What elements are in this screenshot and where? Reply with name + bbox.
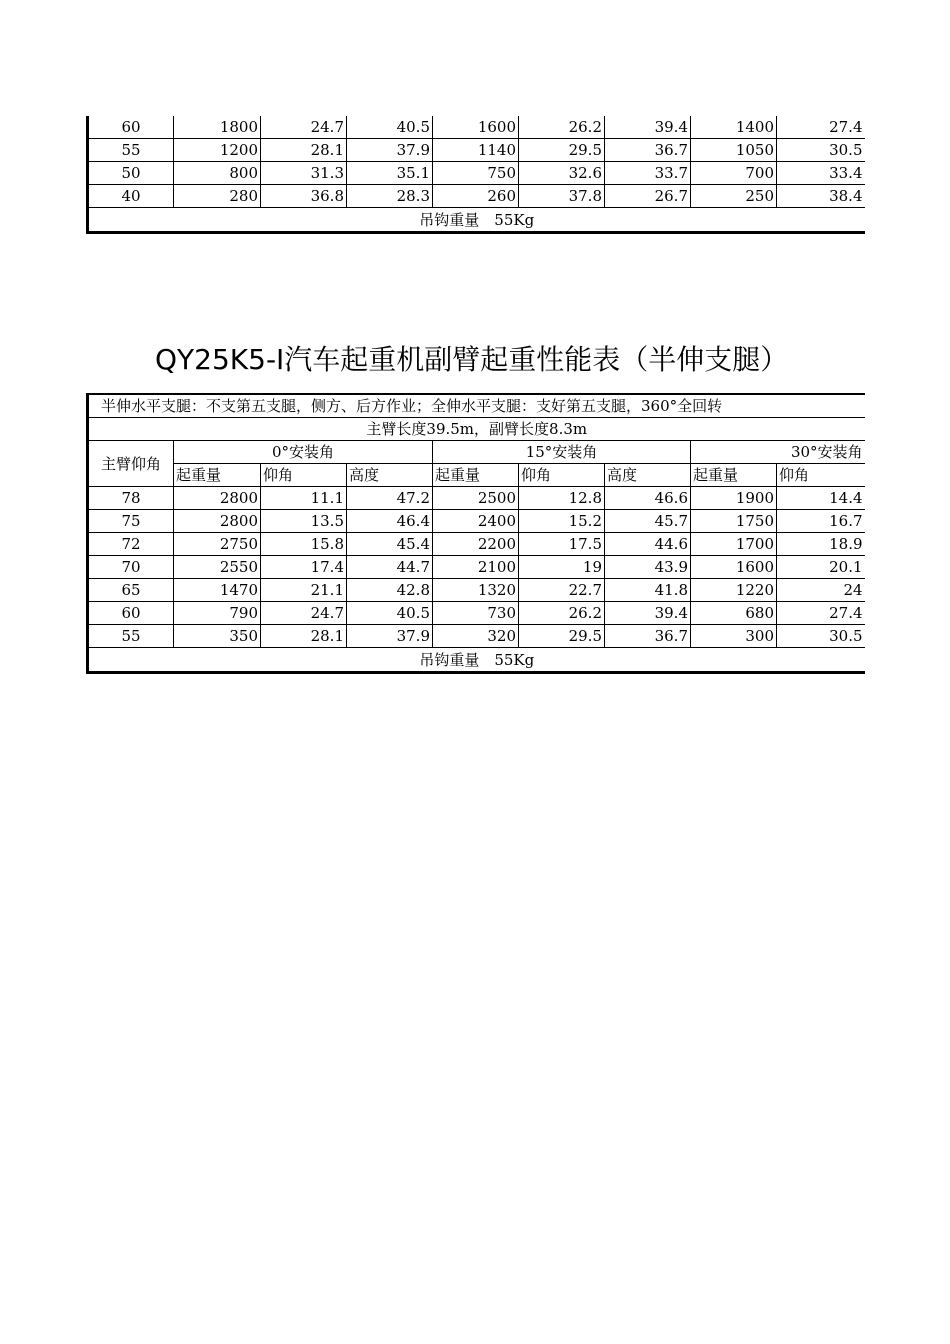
table-cell: 350 bbox=[174, 625, 261, 648]
table-cell: 36.7 bbox=[605, 139, 691, 162]
table-cell: 13.5 bbox=[261, 510, 347, 533]
table-cell: 750 bbox=[433, 162, 519, 185]
table-cell: 2800 bbox=[174, 510, 261, 533]
table-cell: 1470 bbox=[174, 579, 261, 602]
table-row bbox=[88, 162, 865, 185]
table-cell: 21.1 bbox=[261, 579, 347, 602]
table-cell: 27.4 bbox=[777, 116, 865, 139]
table-row bbox=[88, 510, 865, 533]
table-cell: 28.3 bbox=[347, 185, 433, 208]
table-cell: 28.1 bbox=[261, 625, 347, 648]
table-cell: 1320 bbox=[433, 579, 519, 602]
table-cell: 24.7 bbox=[261, 116, 347, 139]
boom-angle-cell: 78 bbox=[88, 487, 174, 510]
boom-angle-cell: 55 bbox=[88, 625, 174, 648]
boom-angle-cell: 60 bbox=[88, 602, 174, 625]
page-title: QY25K5-Ⅰ汽车起重机副臂起重性能表（半伸支腿） bbox=[155, 343, 789, 376]
table-cell: 43.9 bbox=[605, 556, 691, 579]
group-header-0: 0°安装角 bbox=[174, 441, 433, 464]
table2-note: 半伸水平支腿：不支第五支腿，侧方、后方作业；全伸水平支腿：支好第五支腿，360°全回转 bbox=[88, 394, 865, 418]
table-cell: 40.5 bbox=[347, 116, 433, 139]
boom-angle-cell: 75 bbox=[88, 510, 174, 533]
table-cell: 1400 bbox=[691, 116, 777, 139]
table-cell: 27.4 bbox=[777, 602, 865, 625]
table-cell: 14.4 bbox=[777, 487, 865, 510]
load-table-1 bbox=[86, 116, 865, 234]
table-cell: 40.5 bbox=[347, 602, 433, 625]
table-row bbox=[88, 579, 865, 602]
table-row bbox=[88, 556, 865, 579]
table2-footer: 吊钩重量 55Kg bbox=[88, 648, 865, 673]
table-cell: 45.7 bbox=[605, 510, 691, 533]
table-cell: 37.9 bbox=[347, 139, 433, 162]
table-cell: 280 bbox=[174, 185, 261, 208]
table-cell: 37.9 bbox=[347, 625, 433, 648]
table-cell: 2200 bbox=[433, 533, 519, 556]
col-header: 起重量 bbox=[691, 464, 777, 487]
table-cell: 41.8 bbox=[605, 579, 691, 602]
boom-angle-cell: 72 bbox=[88, 533, 174, 556]
table-cell: 24.7 bbox=[261, 602, 347, 625]
table-cell: 29.5 bbox=[519, 625, 605, 648]
table-cell: 26.2 bbox=[519, 116, 605, 139]
table-cell: 22.7 bbox=[519, 579, 605, 602]
table-cell: 2800 bbox=[174, 487, 261, 510]
table-cell: 30.5 bbox=[777, 625, 865, 648]
table-cell: 33.7 bbox=[605, 162, 691, 185]
table-cell: 15.8 bbox=[261, 533, 347, 556]
table-cell: 32.6 bbox=[519, 162, 605, 185]
table-cell: 12.8 bbox=[519, 487, 605, 510]
table-cell: 260 bbox=[433, 185, 519, 208]
table-cell: 790 bbox=[174, 602, 261, 625]
table2-subtitle: 主臂长度39.5m，副臂长度8.3m bbox=[88, 418, 865, 441]
table-cell: 28.1 bbox=[261, 139, 347, 162]
table-cell: 16.7 bbox=[777, 510, 865, 533]
table-cell: 1900 bbox=[691, 487, 777, 510]
table-cell: 44.6 bbox=[605, 533, 691, 556]
table-cell: 1750 bbox=[691, 510, 777, 533]
table-cell: 19 bbox=[519, 556, 605, 579]
table-cell: 46.4 bbox=[347, 510, 433, 533]
table2-body bbox=[88, 487, 865, 648]
row-header-boom-angle: 主臂仰角 bbox=[88, 441, 174, 487]
table-cell: 2550 bbox=[174, 556, 261, 579]
table-row bbox=[88, 116, 865, 139]
table1-footer: 吊钩重量 55Kg bbox=[88, 208, 865, 233]
group-header-15: 15°安装角 bbox=[433, 441, 691, 464]
table-cell: 320 bbox=[433, 625, 519, 648]
table-row bbox=[88, 625, 865, 648]
table-cell: 300 bbox=[691, 625, 777, 648]
boom-angle-cell: 40 bbox=[88, 185, 174, 208]
table-cell: 42.8 bbox=[347, 579, 433, 602]
table-row bbox=[88, 533, 865, 556]
boom-angle-cell: 65 bbox=[88, 579, 174, 602]
table-cell: 20.1 bbox=[777, 556, 865, 579]
table-cell: 1200 bbox=[174, 139, 261, 162]
table-cell: 33.4 bbox=[777, 162, 865, 185]
table-cell: 39.4 bbox=[605, 602, 691, 625]
table-cell: 1140 bbox=[433, 139, 519, 162]
col-header: 仰角 bbox=[519, 464, 605, 487]
table-cell: 29.5 bbox=[519, 139, 605, 162]
col-header: 高度 bbox=[605, 464, 691, 487]
table-cell: 36.7 bbox=[605, 625, 691, 648]
table-cell: 2400 bbox=[433, 510, 519, 533]
table-cell: 46.6 bbox=[605, 487, 691, 510]
table-row bbox=[88, 185, 865, 208]
table-cell: 15.2 bbox=[519, 510, 605, 533]
table-cell: 35.1 bbox=[347, 162, 433, 185]
table-cell: 1600 bbox=[433, 116, 519, 139]
table-cell: 730 bbox=[433, 602, 519, 625]
table-cell: 38.4 bbox=[777, 185, 865, 208]
table-cell: 250 bbox=[691, 185, 777, 208]
table-cell: 37.8 bbox=[519, 185, 605, 208]
table-cell: 680 bbox=[691, 602, 777, 625]
table-cell: 44.7 bbox=[347, 556, 433, 579]
table-cell: 700 bbox=[691, 162, 777, 185]
col-header: 高度 bbox=[347, 464, 433, 487]
group-header-30: 30°安装角 bbox=[691, 441, 865, 464]
boom-angle-cell: 55 bbox=[88, 139, 174, 162]
col-header: 仰角 bbox=[777, 464, 865, 487]
table-cell: 26.2 bbox=[519, 602, 605, 625]
load-table-2 bbox=[86, 393, 865, 674]
table-cell: 2500 bbox=[433, 487, 519, 510]
table-cell: 45.4 bbox=[347, 533, 433, 556]
table-cell: 47.2 bbox=[347, 487, 433, 510]
table-cell: 31.3 bbox=[261, 162, 347, 185]
table-cell: 26.7 bbox=[605, 185, 691, 208]
table-cell: 36.8 bbox=[261, 185, 347, 208]
table-cell: 1600 bbox=[691, 556, 777, 579]
table-cell: 39.4 bbox=[605, 116, 691, 139]
table-cell: 11.1 bbox=[261, 487, 347, 510]
table-cell: 24 bbox=[777, 579, 865, 602]
boom-angle-cell: 60 bbox=[88, 116, 174, 139]
col-header: 起重量 bbox=[433, 464, 519, 487]
table-row bbox=[88, 487, 865, 510]
col-header: 仰角 bbox=[261, 464, 347, 487]
boom-angle-cell: 50 bbox=[88, 162, 174, 185]
table-cell: 1800 bbox=[174, 116, 261, 139]
table-cell: 30.5 bbox=[777, 139, 865, 162]
table-cell: 18.9 bbox=[777, 533, 865, 556]
table-cell: 2750 bbox=[174, 533, 261, 556]
table-cell: 17.4 bbox=[261, 556, 347, 579]
col-header: 起重量 bbox=[174, 464, 261, 487]
table-row bbox=[88, 602, 865, 625]
table1-body bbox=[88, 116, 865, 208]
boom-angle-cell: 70 bbox=[88, 556, 174, 579]
table-cell: 1220 bbox=[691, 579, 777, 602]
table-cell: 800 bbox=[174, 162, 261, 185]
table-cell: 2100 bbox=[433, 556, 519, 579]
table-cell: 17.5 bbox=[519, 533, 605, 556]
table-cell: 1700 bbox=[691, 533, 777, 556]
table-cell: 1050 bbox=[691, 139, 777, 162]
table-row bbox=[88, 139, 865, 162]
